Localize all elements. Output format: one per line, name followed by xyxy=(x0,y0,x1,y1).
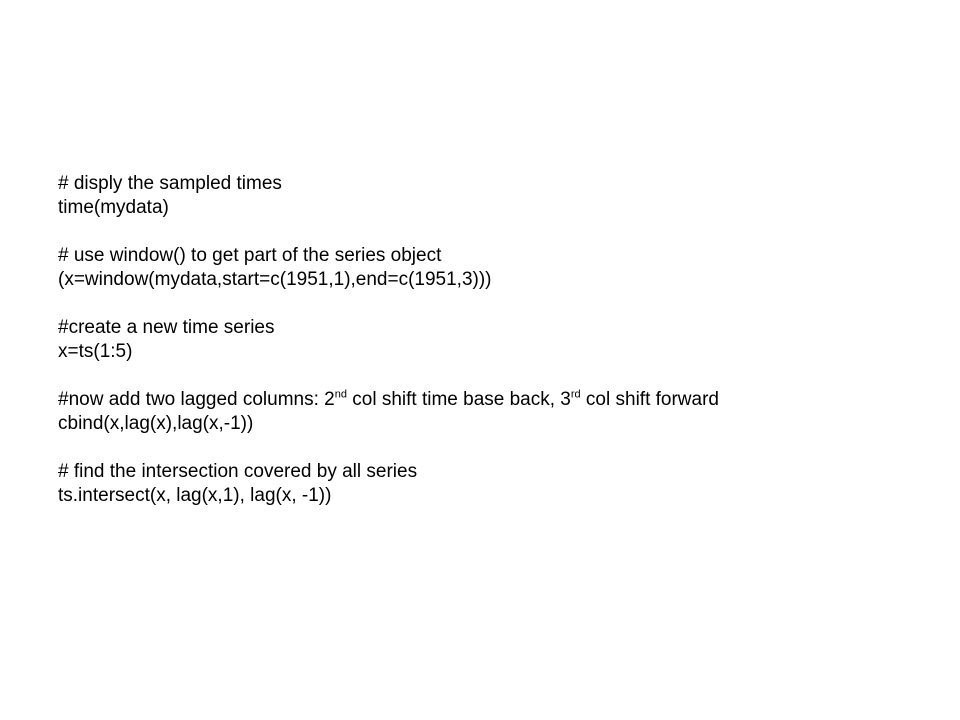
code-text-block xyxy=(58,172,938,508)
comment-intersection: # find the intersection covered by all series xyxy=(58,461,418,482)
superscript-nd: nd xyxy=(334,388,347,401)
blank-line xyxy=(58,220,938,244)
blank-line xyxy=(58,436,938,460)
code-window: (x=window(mydata,start=c(1951,1),end=c(1951,3))) xyxy=(58,269,492,290)
superscript-rd: rd xyxy=(570,388,581,401)
comment-lagged-columns xyxy=(58,388,938,412)
comment-display-times: # disply the sampled times xyxy=(58,173,282,194)
comment-lagged-part3: col shift forward xyxy=(580,389,719,410)
code-ts-intersect: ts.intersect(x, lag(x,1), lag(x, -1)) xyxy=(58,485,332,506)
comment-lagged-part1: #now add two lagged columns: 2 xyxy=(58,389,335,410)
blank-line xyxy=(58,364,938,388)
comment-window: # use window() to get part of the series object xyxy=(58,245,442,266)
code-ts: x=ts(1:5) xyxy=(58,341,133,362)
code-time: time(mydata) xyxy=(58,197,169,218)
comment-new-series: #create a new time series xyxy=(58,317,275,338)
code-cbind: cbind(x,lag(x),lag(x,-1)) xyxy=(58,413,254,434)
comment-lagged-part2: col shift time base back, 3 xyxy=(346,389,571,410)
blank-line xyxy=(58,292,938,316)
